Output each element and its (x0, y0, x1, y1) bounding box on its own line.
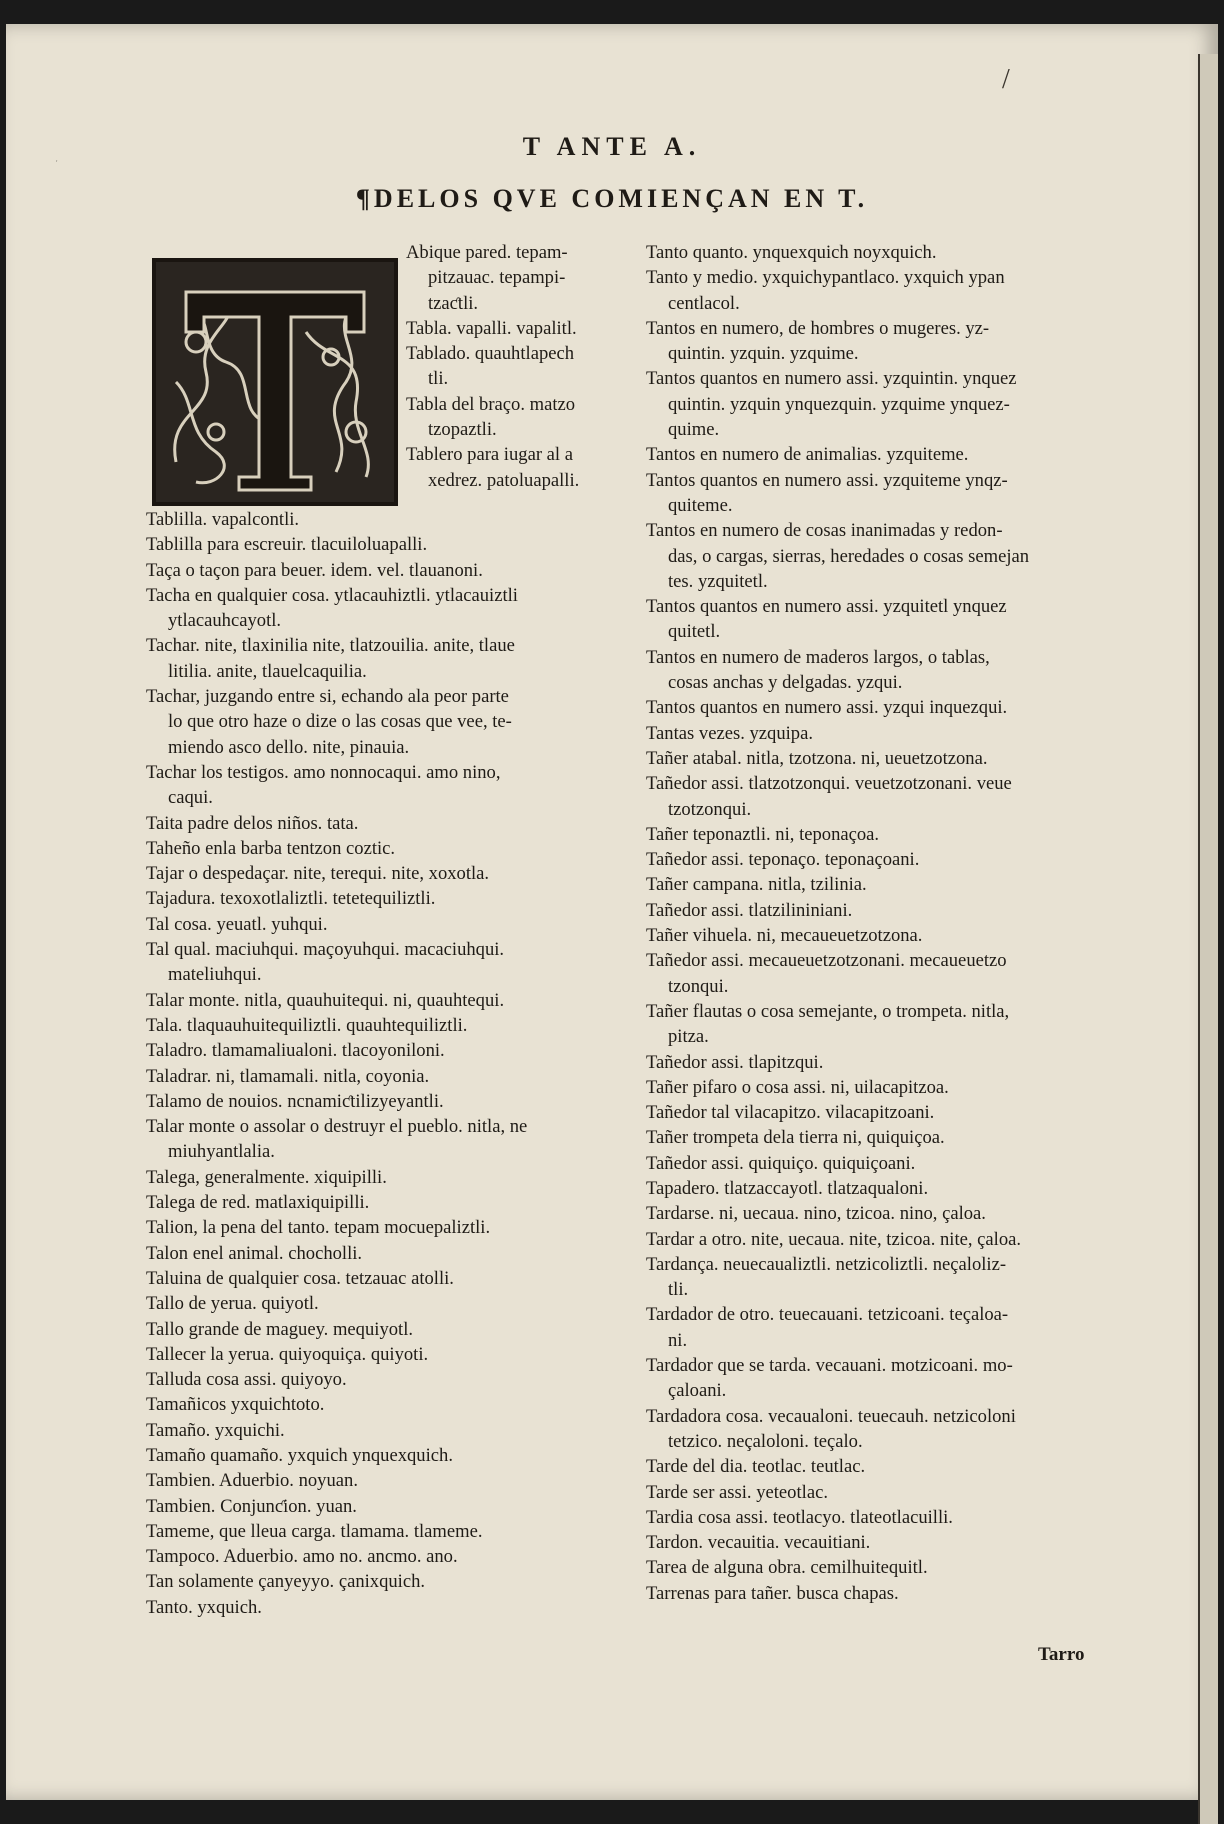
entry-continuation: tzopaztli. (428, 419, 497, 441)
entry-continuation: tzonqui. (668, 975, 729, 997)
dictionary-entry: Talon enel animal. chocholli. (146, 1242, 363, 1264)
entry-continuation: ni. (668, 1329, 688, 1351)
dictionary-entry: Tamaño. yxquichi. (146, 1419, 285, 1441)
dictionary-entry: Tablero para iugar al a (406, 444, 573, 466)
dictionary-entry: Taita padre delos niños. tata. (146, 812, 359, 834)
dictionary-entry: Tañer pifaro o cosa assi. ni, uilacapitzoa. (646, 1076, 949, 1098)
running-head: T ANTE A. (522, 132, 702, 161)
entries-column-right (646, 240, 1124, 1606)
margin-mark: / (1002, 64, 1010, 95)
dictionary-entry: Tantos en numero de maderos largos, o tablas, (646, 646, 990, 668)
entry-continuation: tli. (428, 368, 449, 390)
entry-continuation: quiteme. (668, 494, 733, 516)
entry-continuation: mateliuhqui. (168, 964, 262, 986)
dictionary-entry: Tañedor assi. tlatzotzonqui. veuetzotzonani. veue (646, 773, 1012, 795)
dictionary-entry: Tameme, que lleua carga. tlamama. tlameme. (146, 1520, 483, 1542)
entry-continuation: centlacol. (668, 292, 740, 314)
initial-letter: T (56, 161, 58, 163)
dictionary-entry: Tanto y medio. yxquichypantlaco. yxquich ypan (646, 267, 1005, 289)
dictionary-entry: Tallo grande de maguey. mequiyotl. (146, 1318, 414, 1340)
dictionary-entry: Talar monte. nitla, quauhuitequi. ni, quauhtequi. (146, 989, 505, 1011)
dictionary-entry: Tampoco. Aduerbio. amo no. ancmo. ano. (146, 1546, 458, 1568)
book-page (6, 24, 1218, 1800)
dictionary-entry: Tantos quantos en numero assi. yzquiteme ynqz- (646, 469, 1008, 491)
dictionary-entry: Tardador de otro. teuecauani. tetzicoani. teçaloa- (646, 1304, 1009, 1326)
dictionary-entry: Tañer trompeta dela tierra ni, quiquiçoa. (646, 1127, 945, 1149)
dictionary-entry: Tantos en numero de animalias. yzquiteme. (646, 444, 969, 466)
dictionary-entry: Tachar. nite, tlaxinilia nite, tlatzouilia. anite, tlaue (146, 635, 515, 657)
entry-continuation: tzotzonqui. (668, 798, 752, 820)
dictionary-entry: Tambien. Aduerbio. noyuan. (146, 1470, 358, 1492)
dictionary-entry: Tardar a otro. nite, uecaua. nite, tzicoa. nite, çaloa. (646, 1228, 1022, 1250)
dictionary-entry: Tallo de yerua. quiyotl. (146, 1293, 319, 1315)
dictionary-entry: Tantos en numero, de hombres o mugeres. yz- (646, 317, 990, 339)
dictionary-entry: Tabla del braço. matzo (406, 393, 576, 415)
dictionary-entry: Taheño enla barba tentzon coztic. (146, 837, 396, 859)
dictionary-entry: Talar monte o assolar o destruyr el pueblo. nitla, ne (146, 1116, 528, 1138)
entry-continuation: pitza. (668, 1026, 709, 1048)
entry-continuation: miendo asco dello. nite, pinauia. (168, 736, 410, 758)
dictionary-entry: Tañedor assi. tlapitzqui. (646, 1051, 824, 1073)
dictionary-entry: Tañedor tal vilacapitzo. vilacapitzoani. (646, 1102, 935, 1124)
entry-continuation: quintin. yzquin ynquezquin. yzquime ynquez- (668, 393, 1010, 415)
entry-continuation: xedrez. patoluapalli. (428, 469, 580, 491)
dictionary-entry: Abique pared. tepam- (406, 242, 568, 263)
next-page-edge (1198, 54, 1218, 1824)
entry-continuation: pitzauac. tepampi- (428, 267, 566, 289)
dictionary-entry: Tantos quantos en numero assi. yzqui inquezqui. (646, 697, 1008, 719)
decorated-initial (56, 161, 398, 506)
dictionary-entry: Tardadora cosa. vecaualoni. teuecauh. netzicoloni (646, 1405, 1016, 1427)
dictionary-entry: Tajar o despedaçar. nite, terequi. nite, xoxotla. (146, 863, 490, 885)
dictionary-entry: Tañer vihuela. ni, mecaueuetzotzona. (646, 925, 923, 947)
dictionary-entry: Tañedor assi. teponaço. teponaçoani. (646, 849, 920, 871)
ornament-initial-icon (56, 161, 394, 502)
dictionary-entry: Tardança. neuecaualiztli. netzicoliztli. neçaloliz- (646, 1253, 1007, 1275)
entries-column-left-top (406, 240, 636, 493)
dictionary-entry: Tantos en numero de cosas inanimadas y redon- (646, 520, 1003, 542)
entry-continuation: quitetl. (668, 621, 721, 643)
entry-continuation: tes. yzquitetl. (668, 570, 768, 592)
dictionary-entry: Talamo de nouios. ncnamiƈtilizyeyantli. (146, 1090, 444, 1112)
dictionary-entry: Tapadero. tlatzaccayotl. tlatzaqualoni. (646, 1177, 929, 1199)
dictionary-entry: Tachar, juzgando entre si, echando ala peor parte (146, 686, 509, 708)
dictionary-entry: Tablado. quauhtlapech (406, 343, 575, 365)
dictionary-entry: Taladrar. ni, tlamamali. nitla, coyonia. (146, 1065, 430, 1087)
entry-continuation: das, o cargas, sierras, heredades o cosas semejan (668, 545, 1030, 567)
dictionary-entry: Tantos quantos en numero assi. yzquintin. ynquez (646, 368, 1017, 390)
dictionary-entry: Tarrenas para tañer. busca chapas. (646, 1582, 899, 1604)
entry-continuation: quime. (668, 419, 720, 441)
dictionary-entry: Tala. tlaquauhuitequiliztli. quauhtequiliztli. (146, 1014, 468, 1036)
entry-continuation: tzaƈtli. (428, 292, 479, 314)
dictionary-entry: Tallecer la yerua. quiyoquiça. quiyoti. (146, 1343, 429, 1365)
dictionary-entry: Tamañicos yxquichtoto. (146, 1394, 325, 1416)
dictionary-entry: Talega, generalmente. xiquipilli. (146, 1166, 387, 1188)
dictionary-entry: Taça o taçon para beuer. idem. vel. tlauanoni. (146, 559, 483, 581)
entry-continuation: quintin. yzquin. yzquime. (668, 343, 859, 365)
entry-continuation: tli. (668, 1279, 689, 1301)
entry-continuation: miuhyantlalia. (168, 1141, 275, 1163)
dictionary-entry: Tardarse. ni, uecaua. nino, tzicoa. nino, çaloa. (646, 1203, 986, 1225)
dictionary-entry: Tardia cosa assi. teotlacyo. tlateotlacuilli. (646, 1506, 953, 1528)
entry-continuation: litilia. anite, tlauelcaquilia. (168, 660, 367, 682)
dictionary-entry: Tamaño quamaño. yxquich ynquexquich. (146, 1444, 453, 1466)
dictionary-entry: Tan solamente çanyeyyo. çanixquich. (146, 1571, 426, 1593)
dictionary-entry: Tablilla para escreuir. tlacuiloluapalli. (146, 534, 428, 556)
dictionary-entry: Tañer campana. nitla, tzilinia. (646, 874, 867, 896)
dictionary-entry: Taladro. tlamamaliualoni. tlacoyoniloni. (146, 1040, 445, 1062)
dictionary-entry: Tal cosa. yeuatl. yuhqui. (146, 913, 328, 935)
dictionary-entry: Talega de red. matlaxiquipilli. (146, 1192, 370, 1214)
dictionary-entry: Tachar los testigos. amo nonnocaqui. amo nino, (146, 761, 501, 783)
dictionary-entry: Tañer flautas o cosa semejante, o trompeta. nitla, (646, 1000, 1010, 1022)
dictionary-entry: Tacha en qualquier cosa. ytlacauhiztli. ytlacauiztli (146, 584, 518, 606)
entry-continuation: çaloani. (668, 1380, 727, 1402)
dictionary-entry: Tanto. yxquich. (146, 1596, 262, 1618)
dictionary-entry: Tañedor assi. mecaueuetzotzonani. mecaueuetzo (646, 950, 1007, 972)
dictionary-entry: Talluda cosa assi. quiyoyo. (146, 1369, 347, 1391)
section-title: ¶DELOS QVE COMIENÇAN EN T. (355, 184, 869, 213)
dictionary-entry: Tal qual. maciuhqui. maçoyuhqui. macaciuhqui. (146, 939, 505, 961)
dictionary-entry: Tarde ser assi. yeteotlac. (646, 1481, 828, 1503)
dictionary-entry: Tarde del dia. teotlac. teutlac. (646, 1456, 866, 1478)
entry-continuation: tetzico. neçaloloni. teçalo. (668, 1430, 863, 1452)
dictionary-entry: Tantas vezes. yzquipa. (646, 722, 814, 744)
dictionary-entry: Tañer teponaztli. ni, teponaçoa. (646, 823, 880, 845)
dictionary-entry: Tardon. vecauitia. vecauitiani. (646, 1532, 871, 1554)
dictionary-entry: Tardador que se tarda. vecauani. motzicoani. mo- (646, 1355, 1013, 1377)
dictionary-entry: Tablilla. vapalcontli. (146, 509, 300, 530)
entry-continuation: caqui. (168, 787, 213, 809)
catchword: Tarro (1038, 1644, 1085, 1665)
dictionary-entry: Tañer atabal. nitla, tzotzona. ni, ueuetzotzona. (646, 747, 988, 769)
entries-column-left (146, 507, 646, 1620)
entry-continuation: ytlacauhcayotl. (168, 610, 282, 632)
dictionary-entry: Tambien. Conjunƈion. yuan. (146, 1495, 357, 1517)
dictionary-entry: Tarea de alguna obra. cemilhuitequitl. (646, 1557, 928, 1579)
dictionary-entry: Tantos quantos en numero assi. yzquitetl ynquez (646, 596, 1007, 618)
dictionary-entry: Tanto quanto. ynquexquich noyxquich. (646, 242, 937, 263)
entry-continuation: cosas anchas y delgadas. yzqui. (668, 672, 903, 694)
entry-continuation: lo que otro haze o dize o las cosas que vee, te- (168, 711, 512, 733)
dictionary-entry: Taluina de qualquier cosa. tetzauac atolli. (146, 1267, 454, 1289)
dictionary-entry: Tañedor assi. tlatzilininiani. (646, 899, 853, 921)
dictionary-entry: Tabla. vapalli. vapalitl. (406, 317, 577, 339)
dictionary-entry: Tañedor assi. quiquiço. quiquiçoani. (646, 1152, 916, 1174)
dictionary-entry: Tajadura. texoxotlaliztli. tetetequiliztli. (146, 888, 436, 910)
dictionary-entry: Talion, la pena del tanto. tepam mocuepaliztli. (146, 1217, 491, 1239)
